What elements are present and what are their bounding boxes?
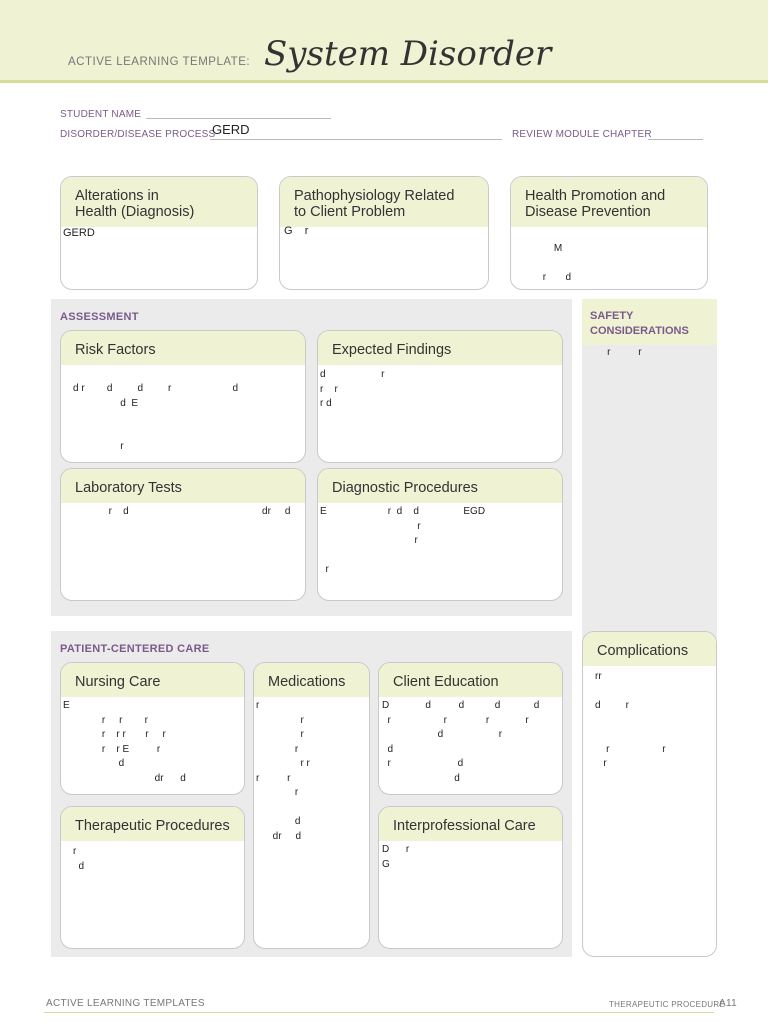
- footer-section-label: THERAPEUTIC PROCEDURE: [609, 1000, 726, 1009]
- student-name-field[interactable]: [146, 106, 331, 119]
- medications-title: Medications: [254, 663, 369, 697]
- risk-factors-text: d r d d r d d E r: [73, 383, 239, 452]
- safety-considerations-text: r r: [596, 347, 642, 358]
- alterations-title: Alterations in Health (Diagnosis): [61, 177, 257, 227]
- complications-box[interactable]: [582, 631, 717, 957]
- page-title: System Disorder: [264, 34, 552, 74]
- health-promotion-text: M r d: [542, 243, 572, 283]
- disorder-value: GERD: [212, 122, 250, 137]
- nursing-care-title: Nursing Care: [61, 663, 244, 697]
- safety-considerations-panel[interactable]: [582, 299, 717, 639]
- laboratory-tests-title: Laboratory Tests: [61, 469, 305, 503]
- laboratory-tests-text: r d dr d: [67, 506, 291, 517]
- therapeutic-procedures-text: r d: [73, 846, 85, 872]
- diagnostic-procedures-title: Diagnostic Procedures: [318, 469, 562, 503]
- nursing-care-box[interactable]: [60, 662, 245, 795]
- interprofessional-care-title: Interprofessional Care: [379, 807, 562, 841]
- health-promotion-box[interactable]: [510, 176, 708, 290]
- therapeutic-procedures-title: Therapeutic Procedures: [61, 807, 244, 841]
- pathophysiology-title: Pathophysiology Related to Client Problem: [280, 177, 488, 227]
- expected-findings-text: d r r r r d: [320, 369, 385, 409]
- patient-centered-care-label: PATIENT-CENTERED CARE: [60, 643, 210, 655]
- therapeutic-procedures-box[interactable]: [60, 806, 245, 949]
- assessment-label: ASSESSMENT: [60, 311, 139, 323]
- complications-text: rr d r r r r: [595, 671, 666, 769]
- expected-findings-title: Expected Findings: [318, 331, 562, 365]
- medications-box[interactable]: [253, 662, 370, 949]
- risk-factors-box[interactable]: [60, 330, 306, 463]
- pathophysiology-text: G r: [284, 225, 309, 237]
- health-promotion-title: Health Promotion and Disease Prevention: [511, 177, 707, 227]
- pathophysiology-box[interactable]: [279, 176, 489, 290]
- review-module-label: REVIEW MODULE CHAPTER: [512, 129, 652, 140]
- interprofessional-care-box[interactable]: [378, 806, 563, 949]
- complications-title: Complications: [583, 632, 716, 666]
- safety-considerations-label: SAFETY CONSIDERATIONS: [582, 299, 717, 345]
- review-module-field[interactable]: [648, 127, 703, 140]
- disorder-label: DISORDER/DISEASE PROCESS: [60, 129, 216, 140]
- footer-left-label: ACTIVE LEARNING TEMPLATES: [46, 998, 205, 1009]
- footer-divider: [44, 1012, 714, 1013]
- alterations-box[interactable]: [60, 176, 258, 290]
- template-label: ACTIVE LEARNING TEMPLATE:: [68, 56, 251, 68]
- interprofessional-care-text: D r G: [382, 844, 410, 870]
- diagnostic-procedures-text: E r d d EGD r r r: [320, 506, 486, 575]
- laboratory-tests-box[interactable]: [60, 468, 306, 601]
- template-banner: [0, 0, 768, 83]
- expected-findings-box[interactable]: [317, 330, 563, 463]
- client-education-text: D d d d d r r r r d r d r d d: [382, 700, 540, 784]
- nursing-care-text: E r r r r r r r r r r E r d dr d: [63, 700, 186, 784]
- client-education-title: Client Education: [379, 663, 562, 697]
- alterations-text: GERD: [63, 227, 95, 239]
- footer-page-number: A11: [719, 998, 737, 1009]
- diagnostic-procedures-box[interactable]: [317, 468, 563, 601]
- medications-text: r r r r r r r r r d dr d: [256, 700, 310, 842]
- client-education-box[interactable]: [378, 662, 563, 795]
- student-name-label: STUDENT NAME: [60, 109, 142, 120]
- risk-factors-title: Risk Factors: [61, 331, 305, 365]
- disorder-field[interactable]: [210, 122, 502, 140]
